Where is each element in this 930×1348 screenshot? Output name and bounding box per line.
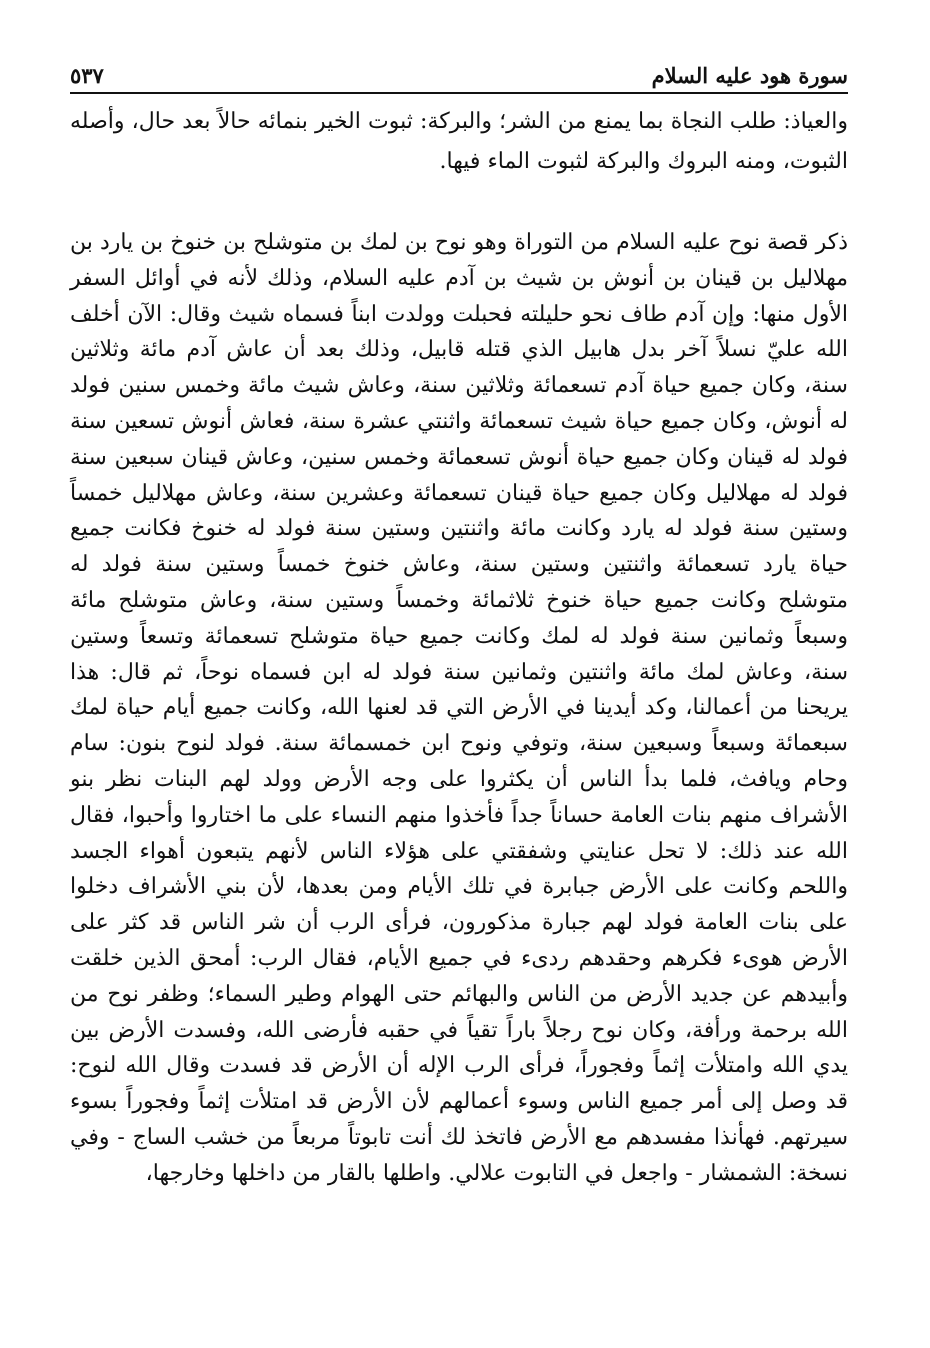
paragraph-definitions: والعياذ: طلب النجاة بما يمنع من الشر؛ والبركة: ثبوت الخير بنمائه حالاً بعد حال، وأصله الثبوت، ومنه البروك والبركة لثبوت الماء فيها.: [70, 109, 848, 174]
page-number: ٥٣٧: [70, 63, 104, 88]
running-header: [70, 50, 848, 86]
surah-title: سورة هود عليه السلام: [651, 63, 848, 88]
paragraph-noah-story: ذكر قصة نوح عليه السلام من التوراة وهو نوح بن لمك بن متوشلح بن خنوخ بن يارد بن مهلاليل بن قينان بن أنوش بن شيث بن آدم عليه السلام، وذلك لأنه في أوائل السفر الأول منها: وإن آدم طاف نحو حليلته فحبلت وولدت ابناً فسماه شيث وقال: الآن أخلف الله عليّ نسلاً آخر بدل هابيل الذي قتله قابيل، وذلك بعد أن عاش آدم مائة وثلاثين سنة، وكان جميع حياة آدم تسعمائة وثلاثين سنة، وعاش شيث مائة وخمس سنين فولد له أنوش، وكان جميع حياة شيث تسعمائة واثنتي عشرة سنة، فعاش أنوش تسعين سنة فولد له قينان وكان جميع حياة أنوش تسعمائة وخمس سنين، وعاش قينان سبعين سنة فولد له مهلاليل وكان جميع حياة قينان تسعمائة وعشرين سنة، وعاش مهلاليل خمساً وستين سنة فولد له يارد وكانت مائة واثنتين وستين سنة فولد له خنوخ فكانت جميع حياة يارد تسعمائة واثنتين وستين سنة، وعاش خنوخ خمساً وستين سنة فولد له متوشلح وكانت جميع حياة خنوخ ثلاثمائة وخمساً وستين سنة، وعاش متوشلح مائة وسبعاً وثمانين سنة فولد له لمك وكانت جميع حياة متوشلح تسعمائة وتسعاً وستين سنة، وعاش لمك مائة واثنتين وثمانين سنة فولد له ابن فسماه نوحاً، ثم قال: هذا يريحنا من أعمالنا، وكد أيدينا في الأرض التي قد لعنها الله، وكانت جميع أيام حياة لمك سبعمائة وسبعاً وسبعين سنة، وتوفي ونوح ابن خمسمائة سنة. فولد لنوح بنون: سام وحام ويافث، فلما بدأ الناس أن يكثروا على وجه الأرض وولد لهم البنات نظر بنو الأشراف منهم بنات العامة حساناً جداً فأخذوا منهم النساء على ما اختاروا وأحبوا، فقال الله عند ذلك: لا تحل عنايتي وشفقتي على هؤلاء الناس لأنهم يتبعون أهواء الجسد واللحم وكانت على الأرض جبابرة في تلك الأيام ومن بعدها، لأن بني الأشراف دخلوا على بنات العامة فولد لهم جبارة مذكورون، فرأى الرب أن شر الناس قد كثر على الأرض هوىء فكرهم وحقدهم ردىء في جميع الأيام، فقال الرب: أمحق الذين خلقت وأبيدهم عن جديد الأرض من الناس والبهائم حتى الهوام وطير السماء؛ وظفر نوح من الله برحمة ورأفة، وكان نوح رجلاً باراً تقياً في حقبه فأرضى الله، وفسدت الأرض بين يدي الله وامتلأت إثماً وفجوراً، فرأى الرب الإله أن الأرض قد فسدت وقال الله لنوح: قد وصل إلى أمر جميع الناس وسوء أعمالهم لأن الأرض قد امتلأت إثماً وفجوراً بسوء سيرتهم. فهأنذا مفسدهم مع الأرض فاتخذ لك أنت تابوتاً مربعاً من خشب الساج - وفي نسخة: الشمشار - واجعل في التابوت علالي. واطلها بالقار من داخلها وخارجها،: [70, 230, 848, 1186]
header-rule: [70, 92, 848, 94]
